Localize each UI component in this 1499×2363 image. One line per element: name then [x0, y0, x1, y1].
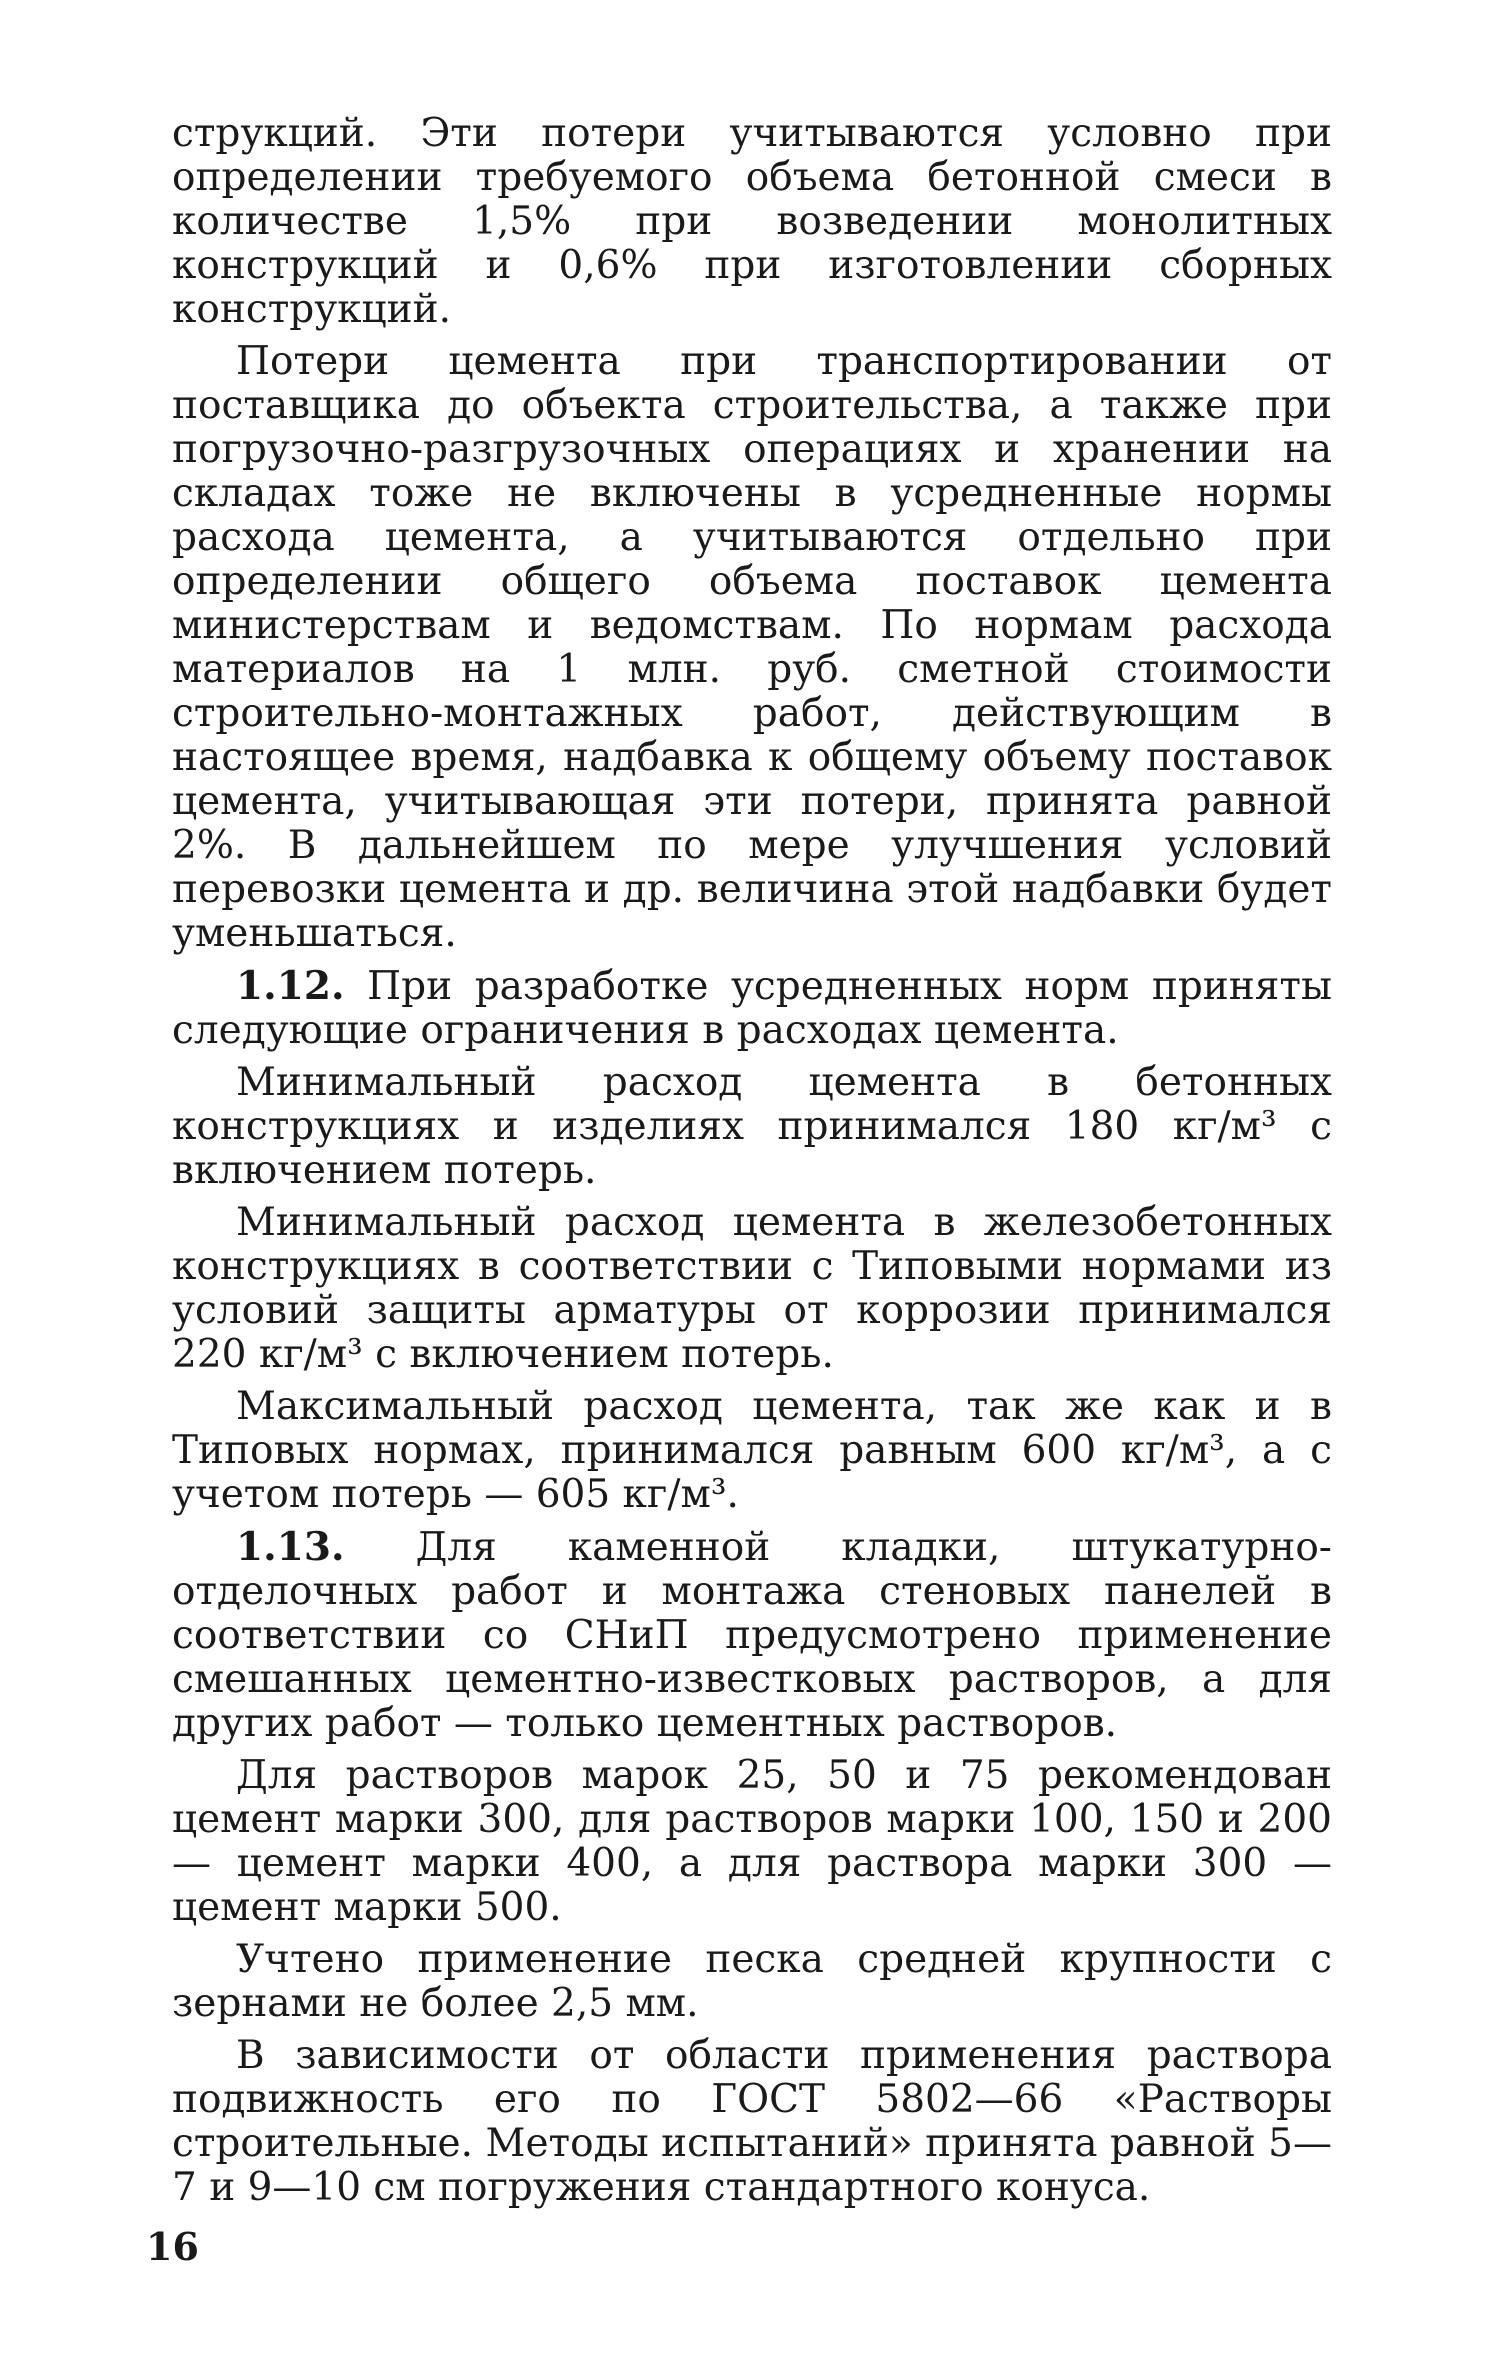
- body-text: [172, 112, 1332, 2210]
- paragraph-2: Потери цемента при транспортировании от поставщика до объекта строительства, а также при погрузочно-разгрузочных операциях и хранении на складах тоже не включены в усредненные нормы расхода цемента, а учитываются отдельно при определении общего объема поставок цемента министерствам и ведомствам. По нормам расхода материалов на 1 млн. руб. сметной стоимости строительно-монтажных работ, действующим в настоящее время, надбавка к общему объему поставок цемента, учитывающая эти потери, принята равной 2%. В дальнейшем по мере улучшения условий перевозки цемента и др. величина этой надбавки будет уменьшаться.: [172, 339, 1332, 956]
- paragraph-5: Минимальный расход цемента в железобетонных конструкциях в соответствии с Типовыми нормами из условий защиты арматуры от коррозии принимался 220 кг/м³ с включением потерь.: [172, 1200, 1332, 1377]
- paragraph-7-section-1-13: [172, 1525, 1332, 1746]
- paragraph-6: Максимальный расход цемента, так же как и в Типовых нормах, принимался равным 600 кг/м³, а с учетом потерь — 605 кг/м³.: [172, 1384, 1332, 1517]
- paragraph-1: струкций. Эти потери учитываются условно при определении требуемого объема бетонной смеси в количестве 1,5% при возведении монолитных конструкций и 0,6% при изготовлении сборных конструкций.: [172, 111, 1332, 332]
- paragraph-9: Учтено применение песка средней крупности с зернами не более 2,5 мм.: [172, 1937, 1332, 2026]
- paragraph-4: Минимальный расход цемента в бетонных конструкциях и изделиях принимался 180 кг/м³ с включением потерь.: [172, 1060, 1332, 1193]
- paragraph-10: В зависимости от области применения раствора подвижность его по ГОСТ 5802—66 «Растворы строительные. Методы испытаний» принята равной 5—7 и 9—10 см погружения стандартного конуса.: [172, 2033, 1332, 2210]
- section-number: 1.13.: [236, 1524, 345, 1570]
- paragraph-text: Для каменной кладки, штукатурно-отделочных работ и монтажа стеновых панелей в соответствии со СНиП предусмотрено применение смешанных цементно-известковых растворов, а для других работ — только цементных растворов.: [172, 1525, 1332, 1746]
- paragraph-3-section-1-12: [172, 964, 1332, 1053]
- page-number: 16: [146, 2224, 199, 2269]
- section-number: 1.12.: [236, 963, 345, 1009]
- paragraph-text: При разработке усредненных норм приняты следующие ограничения в расходах цемента.: [172, 964, 1332, 1053]
- paragraph-8: Для растворов марок 25, 50 и 75 рекомендован цемент марки 300, для растворов марки 100, 150 и 200 — цемент марки 400, а для раствора марки 300 — цемент марки 500.: [172, 1753, 1332, 1930]
